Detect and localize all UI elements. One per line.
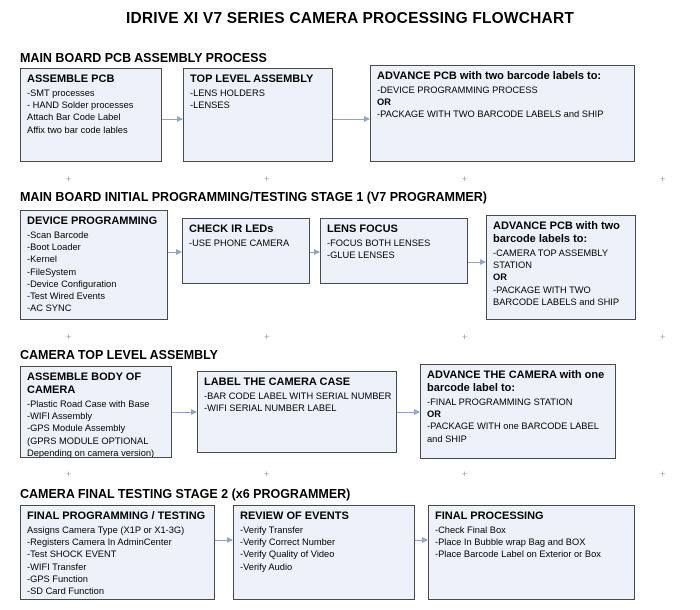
box-title: TOP LEVEL ASSEMBLY [190,73,314,85]
crop-mark: + [66,174,72,184]
box-check-ir-leds [182,218,310,284]
box-final-processing [428,505,635,600]
box-line: -Check Final Box [435,525,506,535]
box-line: -PACKAGE WITH one BARCODE LABEL and SHIP [427,421,599,444]
crop-mark: + [264,332,270,342]
box-lines [204,390,391,414]
box-line: -SD Card Function [27,586,104,597]
box-assemble-pcb [20,68,162,162]
box-line: Affix two bar code lables [27,124,128,135]
box-line: -Place Barcode Label on Exterior or Box [435,549,601,560]
box-line: -Verify Transfer [240,525,304,535]
box-line: -Scan Barcode [27,230,89,240]
box-line: OR [377,97,391,108]
box-line: -FileSystem [27,266,77,277]
box-title: ADVANCE PCB with two barcode labels to: [377,70,602,82]
box-title: ADVANCE THE CAMERA with one barcode label to: [427,369,605,394]
box-lines [27,398,166,458]
box-line: -GPS Function [27,573,88,584]
box-title: LABEL THE CAMERA CASE [204,376,351,388]
arrow-irleds-to-lensfocus [310,252,319,253]
arrow-finalprog-to-review [215,540,232,541]
box-line: -Registers Camera In AdminCenter [27,537,172,548]
box-lines [240,524,409,573]
box-line: -Test SHOCK EVENT [27,549,117,560]
box-line: -Verify Audio [240,561,293,572]
section-heading-camera-top-assembly: CAMERA TOP LEVEL ASSEMBLY [20,348,218,362]
box-line: -GPS Module Assembly [27,423,126,434]
section-heading-pcb-assembly: MAIN BOARD PCB ASSEMBLY PROCESS [20,51,267,65]
box-line: -FOCUS BOTH LENSES [327,238,431,248]
box-lines [189,237,304,249]
box-lines [190,87,327,111]
box-assemble-body-of-camera [20,366,172,458]
box-lines [493,247,630,308]
box-line: -Plastic Road Case with Base [27,399,150,409]
box-line: -PACKAGE WITH TWO BARCODE LABELS and SHIP [377,109,604,120]
box-advance-pcb-stage1 [486,215,636,320]
box-line: Depending on camera version) [27,447,155,458]
page-title: IDRIVE XI V7 SERIES CAMERA PROCESSING FLOWCHART [125,10,575,27]
section-heading-initial-programming: MAIN BOARD INITIAL PROGRAMMING/TESTING STAGE 1 (V7 PROGRAMMER) [20,190,487,204]
arrow-assemblebody-to-label [172,412,196,413]
box-line: -DEVICE PROGRAMMING PROCESS [377,85,538,95]
box-lines [427,396,610,445]
box-line: -WIFI SERIAL NUMBER LABEL [204,403,337,414]
box-advance-pcb-stage0 [370,65,635,162]
box-title: FINAL PROGRAMMING / TESTING [27,510,206,522]
box-title: CHECK IR LEDs [189,223,274,235]
arrow-toplevel-to-advance [333,119,369,120]
box-line: -SMT processes [27,88,95,98]
crop-mark: + [660,174,666,184]
box-line: -Device Configuration [27,278,117,289]
box-line: -PACKAGE WITH TWO BARCODE LABELS and SHIP [493,284,620,307]
box-line: -Place In Bubble wrap Bag and BOX [435,537,586,548]
box-title: ASSEMBLE PCB [27,73,115,85]
box-line: -USE PHONE CAMERA [189,238,290,248]
box-top-level-assembly [183,68,333,162]
crop-mark: + [264,469,270,479]
crop-mark: + [462,332,468,342]
box-line: -CAMERA TOP ASSEMBLY STATION [493,248,608,271]
crop-mark: + [660,469,666,479]
box-final-programming-testing [20,505,215,600]
box-line: -BAR CODE LABEL WITH SERIAL NUMBER [204,391,392,401]
box-title: FINAL PROCESSING [435,510,544,522]
box-line: OR [493,272,507,283]
box-line: -FINAL PROGRAMMING STATION [427,397,573,407]
box-lines [27,229,162,314]
section-heading-final-testing: CAMERA FINAL TESTING STAGE 2 (x6 PROGRAMMER) [20,487,351,501]
box-device-programming [20,210,168,320]
box-line: -WIFI Transfer [27,561,87,572]
box-line: -WIFI Assembly [27,411,93,422]
crop-mark: + [66,469,72,479]
box-line: -Boot Loader [27,242,81,253]
box-line: -Verify Correct Number [240,537,336,548]
box-label-the-camera-case [197,371,397,453]
box-title: DEVICE PROGRAMMING [27,215,158,227]
arrow-lensfocus-to-advance [468,262,485,263]
box-line: -LENS HOLDERS [190,88,265,98]
box-lines [27,87,156,136]
box-line: - HAND Solder processes [27,100,134,111]
box-line: -AC SYNC [27,303,72,314]
box-advance-camera-stage2 [420,364,616,459]
box-review-of-events [233,505,415,600]
box-line: (GPRS MODULE OPTIONAL [27,435,149,446]
box-lines [435,524,629,561]
box-line: -Verify Quality of Video [240,549,335,560]
arrow-label-to-advance [397,412,419,413]
box-line: -Test Wired Events [27,291,106,302]
crop-mark: + [66,332,72,342]
crop-mark: + [462,174,468,184]
box-lens-focus [320,218,468,284]
box-title: ADVANCE PCB with two barcode labels to: [493,220,620,245]
box-title: ASSEMBLE BODY OF CAMERA [27,371,142,396]
crop-mark: + [660,332,666,342]
box-title: REVIEW OF EVENTS [240,510,349,522]
box-lines [327,237,462,261]
arrow-pcb-to-toplevel [162,119,182,120]
arrow-review-to-finalprocessing [415,540,427,541]
box-lines [27,524,209,597]
box-line: OR [427,409,441,420]
box-line: -Kernel [27,254,57,265]
crop-mark: + [462,469,468,479]
box-title: LENS FOCUS [327,223,398,235]
box-line: Assigns Camera Type (X1P or X1-3G) [27,525,185,535]
crop-mark: + [264,174,270,184]
box-lines [377,84,629,121]
box-line: Attach Bar Code Label [27,112,121,123]
arrow-devprog-to-irleds [168,252,181,253]
box-line: -GLUE LENSES [327,250,395,261]
box-line: -LENSES [190,100,230,111]
